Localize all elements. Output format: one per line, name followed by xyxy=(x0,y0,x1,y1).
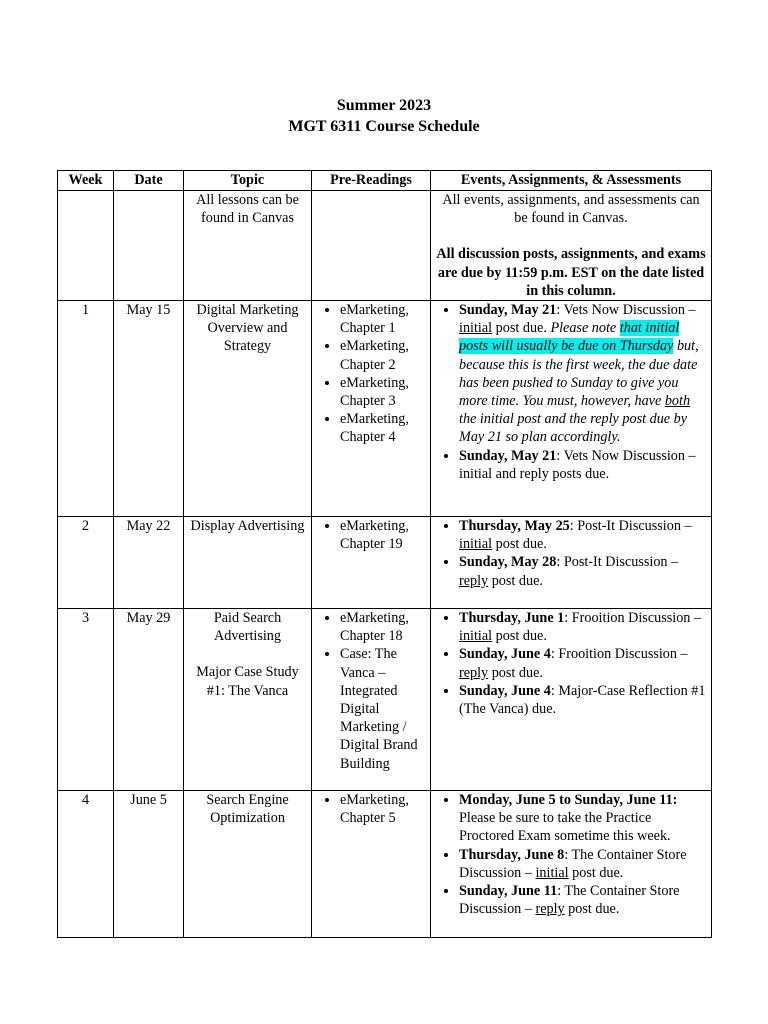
cell-topic: Search Engine Optimization xyxy=(184,791,312,938)
list-item xyxy=(459,301,707,447)
event-text: post due. xyxy=(568,864,624,881)
event-text: : Post-It Discussion – xyxy=(569,518,692,535)
cell-date: May 29 xyxy=(114,609,184,791)
event-note-underlined: both xyxy=(664,393,691,410)
course-schedule-table xyxy=(57,170,712,938)
event-date: Sunday, May 21 xyxy=(459,302,557,319)
event-note: Please note xyxy=(550,320,620,337)
list-item: • eMarketing, Chapter 19 xyxy=(340,517,426,553)
event-note-highlighted: that initial posts will usually be due on Thursday xyxy=(459,320,680,355)
cell-readings xyxy=(312,609,431,791)
header-events: Events, Assignments, & Assessments xyxy=(431,171,712,191)
list-item: • eMarketing, Chapter 18 xyxy=(340,609,426,645)
cell-events xyxy=(431,517,712,609)
event-date: Sunday, May 21 xyxy=(459,447,557,464)
table-row xyxy=(58,609,712,791)
list-item: • eMarketing, Chapter 4 xyxy=(340,410,426,446)
header-date: Date xyxy=(114,171,184,191)
cell-week xyxy=(58,191,114,301)
cell-week: 3 xyxy=(58,609,114,791)
cell-date xyxy=(114,191,184,301)
cell-week: 1 xyxy=(58,301,114,517)
cell-topic: Display Advertising xyxy=(184,517,312,609)
cell-readings xyxy=(312,517,431,609)
event-date: Sunday, June 4 xyxy=(459,646,551,663)
cell-date: May 22 xyxy=(114,517,184,609)
cell-events xyxy=(431,609,712,791)
cell-week: 4 xyxy=(58,791,114,938)
table-row xyxy=(58,301,712,517)
cell-topic xyxy=(184,609,312,791)
event-text: : Frooition Discussion – xyxy=(550,646,688,663)
cell-topic: Digital Marketing Overview and Strategy xyxy=(184,301,312,517)
event-text: : Post-It Discussion – xyxy=(556,554,679,571)
cell-date: May 15 xyxy=(114,301,184,517)
event-text: post due. xyxy=(492,536,547,553)
document-title xyxy=(0,95,768,137)
table-row xyxy=(58,191,712,301)
event-date: Monday, June 5 to Sunday, June 11: xyxy=(459,792,678,809)
event-text: post due. xyxy=(492,628,547,645)
event-date: Thursday, June 1 xyxy=(459,610,565,627)
event-text-underlined: initial xyxy=(535,864,569,881)
event-date: Sunday, June 4 xyxy=(459,682,551,699)
list-item: • eMarketing, Chapter 5 xyxy=(340,791,426,827)
event-text: post due. xyxy=(492,320,551,337)
cell-readings xyxy=(312,191,431,301)
table-row xyxy=(58,791,712,938)
event-date: Sunday, May 28 xyxy=(459,554,557,571)
event-note: the initial post and the reply post due by May 21 so plan accordingly. xyxy=(459,411,688,446)
list-item xyxy=(459,645,707,681)
cell-events xyxy=(431,191,712,301)
cell-events xyxy=(431,301,712,517)
header-topic: Topic xyxy=(184,171,312,191)
table-row xyxy=(58,517,712,609)
list-item xyxy=(459,609,707,645)
event-text-underlined: initial xyxy=(459,628,493,645)
events-note: All events, assignments, and assessments can be found in Canvas. xyxy=(442,192,700,227)
list-item xyxy=(459,517,707,553)
list-item xyxy=(459,791,707,846)
event-date: Sunday, June 11 xyxy=(459,883,558,900)
list-item xyxy=(459,882,707,918)
cell-events xyxy=(431,791,712,938)
list-item xyxy=(459,682,707,718)
event-text: Please be sure to take the Practice Proctored Exam sometime this week. xyxy=(459,810,671,845)
event-text-underlined: initial xyxy=(459,320,493,337)
table-header-row xyxy=(58,171,712,191)
event-date: Thursday, June 8 xyxy=(459,846,565,863)
cell-date: June 5 xyxy=(114,791,184,938)
title-course-schedule: MGT 6311 Course Schedule xyxy=(288,118,480,135)
event-text: : The Container Store Discussion – xyxy=(459,883,680,918)
event-text: : Vets Now Discussion – xyxy=(556,302,696,319)
cell-readings xyxy=(312,301,431,517)
list-item: • eMarketing, Chapter 1 xyxy=(340,301,426,337)
header-week: Week xyxy=(58,171,114,191)
event-note: but, because this is the first week, the due date has been pushed to Sunday to give you more time. You must, however, have xyxy=(459,338,699,410)
event-text-underlined: reply xyxy=(535,901,565,918)
cell-week: 2 xyxy=(58,517,114,609)
cell-topic: All lessons can be found in Canvas xyxy=(184,191,312,301)
title-term: Summer 2023 xyxy=(336,97,432,114)
list-item xyxy=(459,846,707,882)
event-date: Thursday, May 25 xyxy=(459,518,570,535)
topic-line: Major Case Study #1: The Vanca xyxy=(196,664,299,699)
event-text: : The Container Store Discussion – xyxy=(459,846,687,881)
list-item xyxy=(459,553,707,589)
event-text: : Major-Case Reflection #1 (The Vanca) due. xyxy=(459,682,706,718)
list-item: • Case: The Vanca – Integrated Digital Marketing / Digital Brand Building xyxy=(340,645,426,772)
event-text-underlined: initial xyxy=(459,536,493,553)
event-text: post due. xyxy=(488,664,543,681)
event-text: : Vets Now Discussion – initial and reply posts due. xyxy=(459,447,696,482)
event-text: : Frooition Discussion – xyxy=(564,610,702,627)
topic-line: Paid Search Advertising xyxy=(213,610,282,645)
list-item: • eMarketing, Chapter 2 xyxy=(340,337,426,373)
header-pre-readings: Pre-Readings xyxy=(312,171,431,191)
event-text: post due. xyxy=(488,572,543,589)
events-due-note: All discussion posts, assignments, and exams are due by 11:59 p.m. EST on the date listed in this column. xyxy=(436,246,706,299)
list-item xyxy=(459,447,707,483)
event-text: post due. xyxy=(564,901,620,918)
cell-readings xyxy=(312,791,431,938)
event-text-underlined: reply xyxy=(459,572,489,589)
list-item: • eMarketing, Chapter 3 xyxy=(340,374,426,410)
event-text-underlined: reply xyxy=(459,664,489,681)
